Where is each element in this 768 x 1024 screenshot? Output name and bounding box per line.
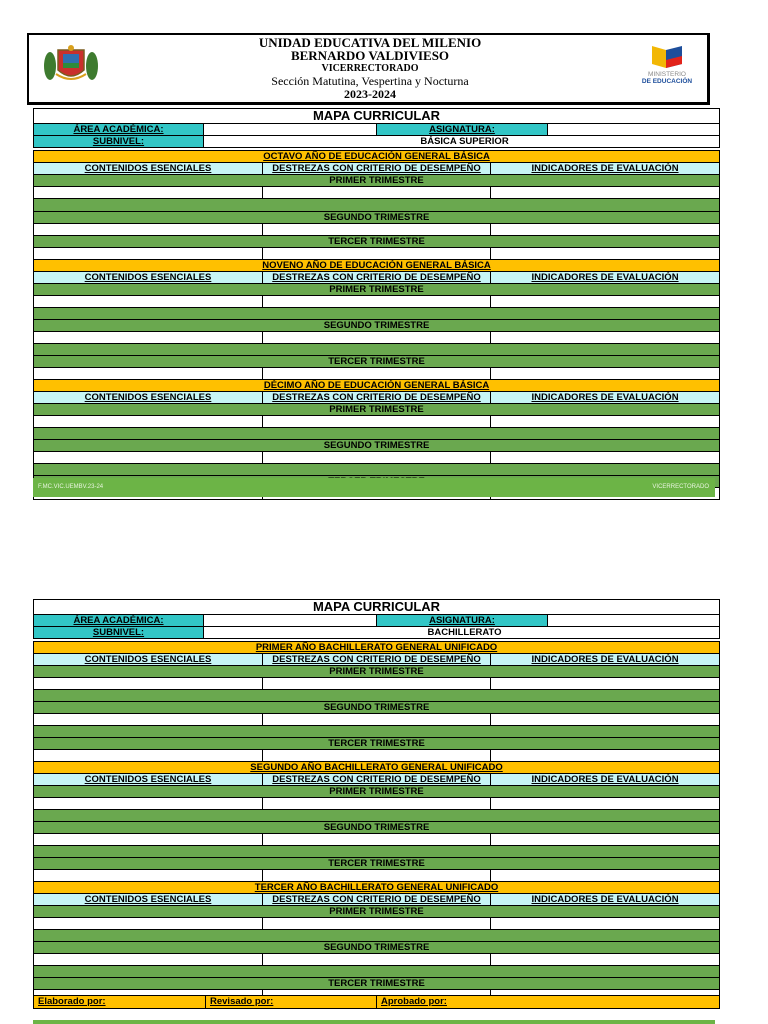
- contents-cell[interactable]: [34, 187, 263, 199]
- contents-cell[interactable]: [34, 248, 263, 260]
- separator-row: [34, 846, 720, 858]
- col-indicators: INDICADORES DE EVALUACIÓN: [491, 392, 720, 404]
- indicators-cell[interactable]: [491, 714, 720, 726]
- indicators-cell[interactable]: [491, 248, 720, 260]
- separator-row: [34, 428, 720, 440]
- col-skills: DESTREZAS CON CRITERIO DE DESEMPEÑO: [263, 894, 491, 906]
- subject-value[interactable]: [548, 124, 720, 136]
- subject-value[interactable]: [548, 615, 720, 627]
- indicators-cell[interactable]: [491, 368, 720, 380]
- separator-row: [34, 199, 720, 212]
- map-title: MAPA CURRICULAR: [34, 109, 720, 124]
- indicators-cell[interactable]: [491, 187, 720, 199]
- indicators-cell[interactable]: [491, 918, 720, 930]
- contents-cell[interactable]: [34, 870, 263, 882]
- year-header: NOVENO AÑO DE EDUCACIÓN GENERAL BÁSICA: [34, 260, 720, 272]
- contents-cell[interactable]: [34, 834, 263, 846]
- col-skills: DESTREZAS CON CRITERIO DE DESEMPEÑO: [263, 774, 491, 786]
- col-indicators: INDICADORES DE EVALUACIÓN: [491, 654, 720, 666]
- year-header: SEGUNDO AÑO BACHILLERATO GENERAL UNIFICADO: [34, 762, 720, 774]
- skills-cell[interactable]: [263, 296, 491, 308]
- skills-cell[interactable]: [263, 416, 491, 428]
- separator-row: [34, 308, 720, 320]
- separator-row: [34, 344, 720, 356]
- curriculum-map-basic: [33, 108, 720, 148]
- indicators-cell[interactable]: [491, 870, 720, 882]
- ministry-line1: MINISTERIO: [648, 71, 686, 78]
- skills-cell[interactable]: [263, 714, 491, 726]
- map-title: MAPA CURRICULAR: [34, 600, 720, 615]
- school-name-line1: UNIDAD EDUCATIVA DEL MILENIO: [258, 35, 482, 50]
- separator-row: [34, 464, 720, 476]
- term-header: TERCER TRIMESTRE: [34, 978, 720, 990]
- term-header: PRIMER TRIMESTRE: [34, 786, 720, 798]
- indicators-cell[interactable]: [491, 678, 720, 690]
- year-header: PRIMER AÑO BACHILLERATO GENERAL UNIFICADO: [34, 642, 720, 654]
- bottom-divider: [33, 1020, 715, 1024]
- term-header: PRIMER TRIMESTRE: [34, 284, 720, 296]
- col-contents: CONTENIDOS ESENCIALES: [34, 894, 263, 906]
- term-header: SEGUNDO TRIMESTRE: [34, 212, 720, 224]
- indicators-cell[interactable]: [491, 452, 720, 464]
- area-label: ÁREA ACADÉMICA:: [34, 615, 204, 627]
- contents-cell[interactable]: [34, 798, 263, 810]
- skills-cell[interactable]: [263, 918, 491, 930]
- sublevel-label: SUBNIVEL:: [34, 136, 204, 148]
- term-header: TERCER TRIMESTRE: [34, 738, 720, 750]
- ministry-logo-caption: [636, 71, 698, 85]
- contents-cell[interactable]: [34, 332, 263, 344]
- approved-by-field[interactable]: Aprobado por:: [377, 996, 720, 1009]
- skills-cell[interactable]: [263, 248, 491, 260]
- curriculum-grid-basic: [33, 150, 720, 500]
- sections-line: Sección Matutina, Vespertina y Nocturna: [271, 74, 469, 88]
- year-header: TERCER AÑO BACHILLERATO GENERAL UNIFICADO: [34, 882, 720, 894]
- term-header: PRIMER TRIMESTRE: [34, 906, 720, 918]
- skills-cell[interactable]: [263, 332, 491, 344]
- indicators-cell[interactable]: [491, 224, 720, 236]
- col-contents: CONTENIDOS ESENCIALES: [34, 774, 263, 786]
- contents-cell[interactable]: [34, 416, 263, 428]
- term-header: TERCER TRIMESTRE: [34, 236, 720, 248]
- indicators-cell[interactable]: [491, 834, 720, 846]
- header-text-block: [200, 36, 540, 101]
- separator-row: [34, 930, 720, 942]
- col-skills: DESTREZAS CON CRITERIO DE DESEMPEÑO: [263, 272, 491, 284]
- skills-cell[interactable]: [263, 834, 491, 846]
- sublevel-value: BÁSICA SUPERIOR: [204, 136, 720, 148]
- contents-cell[interactable]: [34, 678, 263, 690]
- indicators-cell[interactable]: [491, 332, 720, 344]
- separator-row: [34, 726, 720, 738]
- indicators-cell[interactable]: [491, 296, 720, 308]
- year-header: OCTAVO AÑO DE EDUCACIÓN GENERAL BÁSICA: [34, 151, 720, 163]
- col-contents: CONTENIDOS ESENCIALES: [34, 392, 263, 404]
- term-header: TERCER TRIMESTRE: [34, 858, 720, 870]
- skills-cell[interactable]: [263, 187, 491, 199]
- page-footer-bar: [33, 478, 715, 497]
- col-skills: DESTREZAS CON CRITERIO DE DESEMPEÑO: [263, 392, 491, 404]
- subject-label: ASIGNATURA:: [377, 124, 548, 136]
- contents-cell[interactable]: [34, 714, 263, 726]
- contents-cell[interactable]: [34, 750, 263, 762]
- term-header: TERCER TRIMESTRE: [34, 356, 720, 368]
- separator-row: [34, 810, 720, 822]
- prepared-by-field[interactable]: Elaborado por:: [34, 996, 206, 1009]
- subject-label: ASIGNATURA:: [377, 615, 548, 627]
- skills-cell[interactable]: [263, 224, 491, 236]
- year-header: DÉCIMO AÑO DE EDUCACIÓN GENERAL BÁSICA: [34, 380, 720, 392]
- term-header: PRIMER TRIMESTRE: [34, 666, 720, 678]
- skills-cell[interactable]: [263, 750, 491, 762]
- indicators-cell[interactable]: [491, 798, 720, 810]
- indicators-cell[interactable]: [491, 416, 720, 428]
- reviewed-by-field[interactable]: Revisado por:: [206, 996, 377, 1009]
- term-header: SEGUNDO TRIMESTRE: [34, 942, 720, 954]
- office-name: VICERRECTORADO: [321, 63, 419, 74]
- skills-cell[interactable]: [263, 954, 491, 966]
- area-label: ÁREA ACADÉMICA:: [34, 124, 204, 136]
- skills-cell[interactable]: [263, 798, 491, 810]
- signature-row: [33, 995, 720, 1009]
- school-name-line2: BERNARDO VALDIVIESO: [290, 48, 450, 63]
- term-header: PRIMER TRIMESTRE: [34, 404, 720, 416]
- ministry-line2: DE EDUCACIÓN: [641, 78, 693, 85]
- skills-cell[interactable]: [263, 678, 491, 690]
- col-contents: CONTENIDOS ESENCIALES: [34, 272, 263, 284]
- form-code: F.MC.VIC.UEMBV.23-24: [38, 484, 104, 490]
- col-indicators: INDICADORES DE EVALUACIÓN: [491, 272, 720, 284]
- indicators-cell[interactable]: [491, 954, 720, 966]
- sublevel-label: SUBNIVEL:: [34, 627, 204, 639]
- col-contents: CONTENIDOS ESENCIALES: [34, 654, 263, 666]
- contents-cell[interactable]: [34, 296, 263, 308]
- school-crest-logo: [42, 44, 100, 84]
- col-skills: DESTREZAS CON CRITERIO DE DESEMPEÑO: [263, 654, 491, 666]
- skills-cell[interactable]: [263, 368, 491, 380]
- term-header: SEGUNDO TRIMESTRE: [34, 320, 720, 332]
- separator-row: [34, 690, 720, 702]
- col-skills: DESTREZAS CON CRITERIO DE DESEMPEÑO: [263, 163, 491, 175]
- col-indicators: INDICADORES DE EVALUACIÓN: [491, 774, 720, 786]
- area-value[interactable]: [204, 615, 377, 627]
- indicators-cell[interactable]: [491, 750, 720, 762]
- term-header: SEGUNDO TRIMESTRE: [34, 822, 720, 834]
- school-year: 2023-2024: [344, 87, 396, 101]
- contents-cell[interactable]: [34, 954, 263, 966]
- area-value[interactable]: [204, 124, 377, 136]
- sublevel-value: BACHILLERATO: [204, 627, 720, 639]
- contents-cell[interactable]: [34, 918, 263, 930]
- curriculum-grid-bachillerato: [33, 641, 720, 1002]
- contents-cell[interactable]: [34, 368, 263, 380]
- term-header: SEGUNDO TRIMESTRE: [34, 702, 720, 714]
- contents-cell[interactable]: [34, 224, 263, 236]
- col-indicators: INDICADORES DE EVALUACIÓN: [491, 894, 720, 906]
- term-header: PRIMER TRIMESTRE: [34, 175, 720, 187]
- contents-cell[interactable]: [34, 452, 263, 464]
- term-header: SEGUNDO TRIMESTRE: [34, 440, 720, 452]
- skills-cell[interactable]: [263, 870, 491, 882]
- footer-office: VICERRECTORADO: [652, 484, 709, 490]
- skills-cell[interactable]: [263, 452, 491, 464]
- col-contents: CONTENIDOS ESENCIALES: [34, 163, 263, 175]
- col-indicators: INDICADORES DE EVALUACIÓN: [491, 163, 720, 175]
- curriculum-map-bachillerato: [33, 599, 720, 639]
- separator-row: [34, 966, 720, 978]
